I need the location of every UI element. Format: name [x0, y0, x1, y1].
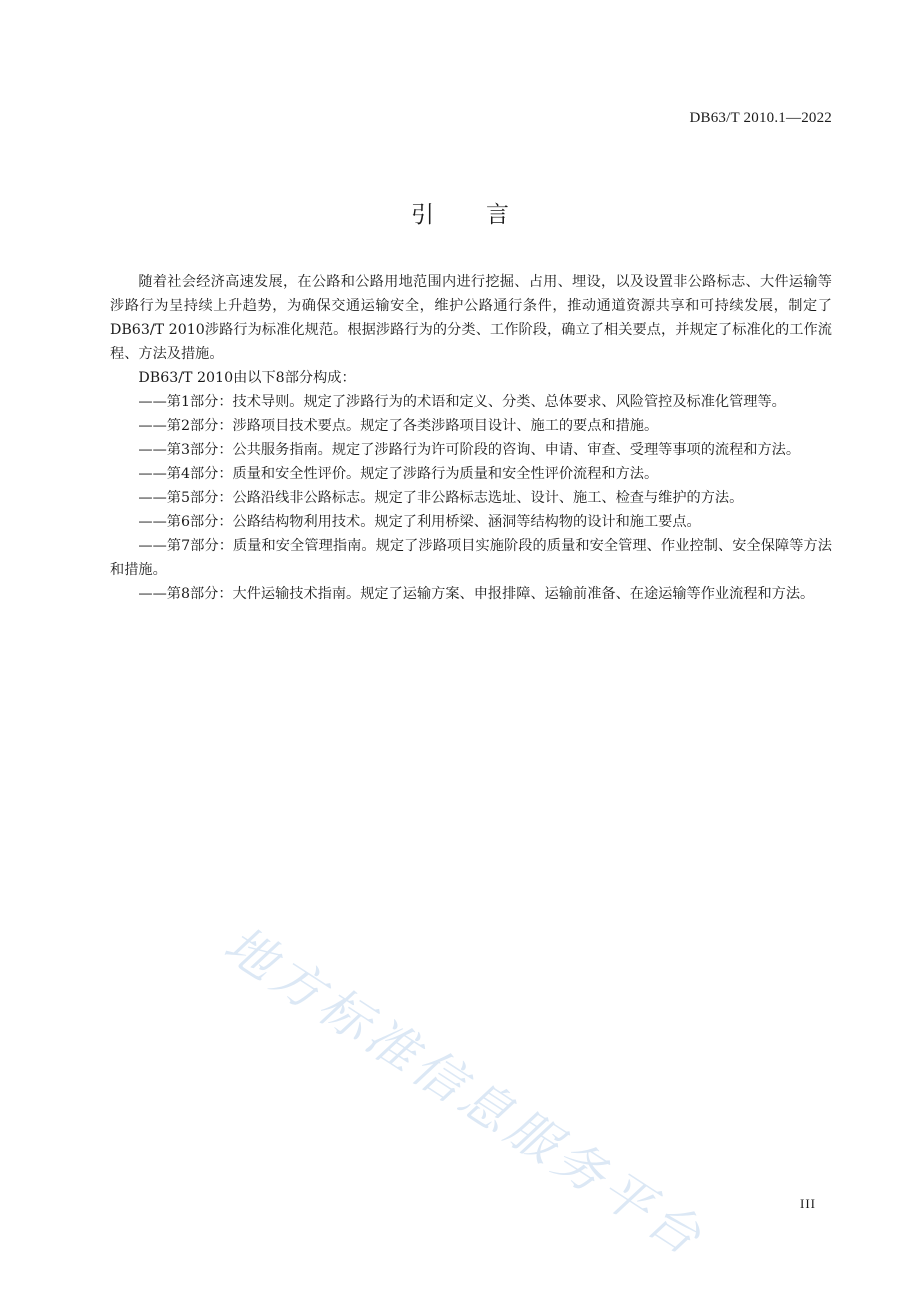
part-2-item: ——第2部分：涉路项目技术要点。规定了各类涉路项目设计、施工的要点和措施。 [138, 418, 659, 434]
part-1-item: ——第1部分：技术导则。规定了涉路行为的术语和定义、分类、总体要求、风险管控及标准化管理等。 [138, 394, 786, 410]
part-7-item: ——第7部分：质量和安全管理指南。规定了涉路项目实施阶段的质量和安全管理、作业控制、安全保障等方法和措施。 [110, 538, 832, 578]
watermark: 地方标准信息服务平台 [214, 915, 716, 1269]
intro-paragraph: 随着社会经济高速发展，在公路和公路用地范围内进行挖掘、占用、埋设，以及设置非公路标志、大件运输等涉路行为呈持续上升趋势，为确保交通运输安全，维护公路通行条件，推动通道资源共享和可持续发展，制定了DB63/T 2010涉路行为标准化规范。根据涉路行为的分类、工作阶段，确立了相关要点，并规定了标准化的工作流程、方法及措施。 [110, 274, 832, 362]
part-4-item: ——第4部分：质量和安全性评价。规定了涉路行为质量和安全性评价流程和方法。 [138, 466, 659, 482]
part-5-item: ——第5部分：公路沿线非公路标志。规定了非公路标志选址、设计、施工、检查与维护的方法。 [138, 490, 744, 506]
part-6-item: ——第6部分：公路结构物利用技术。规定了利用桥梁、涵洞等结构物的设计和施工要点。 [138, 514, 701, 530]
parts-overview: DB63/T 2010由以下8部分构成： [138, 370, 356, 386]
part-8-item: ——第8部分：大件运输技术指南。规定了运输方案、申报排障、运输前准备、在途运输等作业流程和方法。 [138, 586, 815, 602]
page-number: III [800, 1196, 816, 1211]
part-3-item: ——第3部分：公共服务指南。规定了涉路行为许可阶段的咨询、申请、审查、受理等事项的流程和方法。 [138, 442, 801, 458]
page-title: 引言 [411, 202, 561, 228]
document-body [110, 270, 832, 606]
standard-code: DB63/T 2010.1—2022 [689, 110, 832, 126]
